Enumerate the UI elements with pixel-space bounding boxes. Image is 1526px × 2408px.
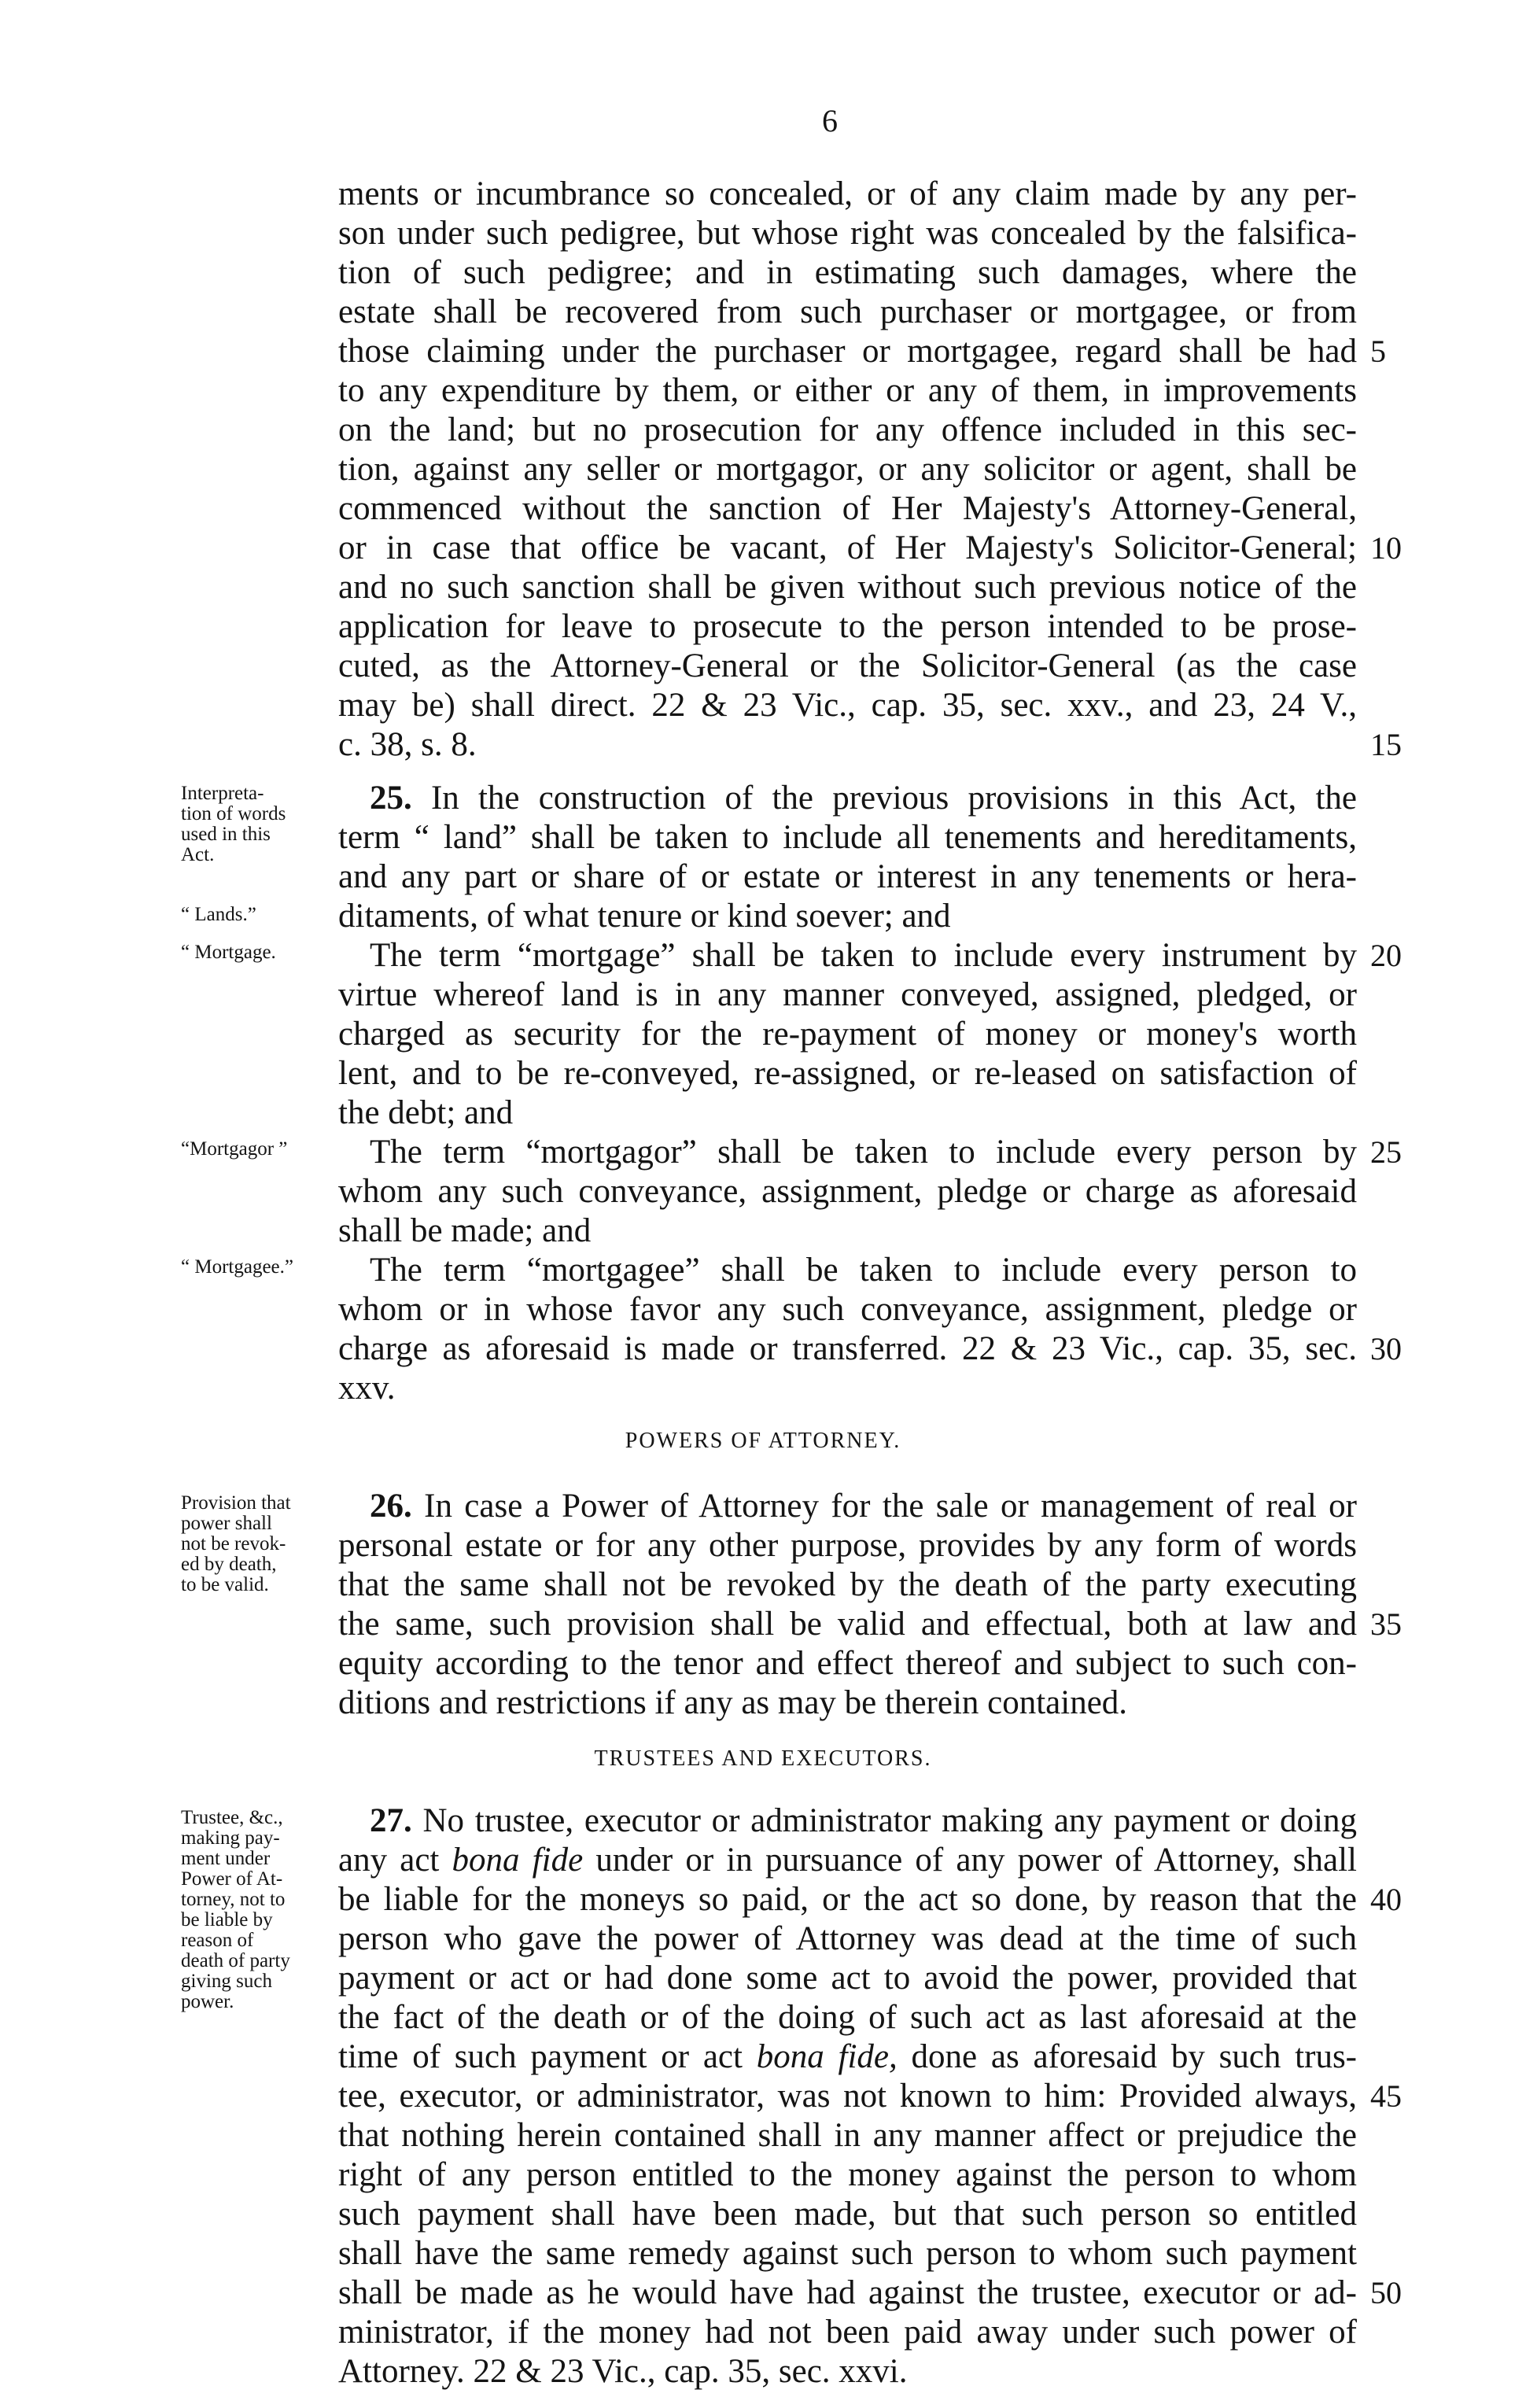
text-line: tion, against any seller or mortgagor, or any solicitor or agent, shall be: [338, 451, 1357, 488]
margin-note-trustee: Trustee, &c., making pay- ment under Power of At- torney, not to be liable by reason of death of party giving such power.: [181, 1807, 290, 2012]
text-line: that nothing herein contained shall in any manner affect or prejudice the: [338, 2117, 1357, 2154]
text-line: tion of such pedigree; and in estimating such damages, where the: [338, 254, 1357, 291]
margin-note-mortgagor: “Mortgagor ”: [181, 1138, 288, 1160]
section-text: No trustee, executor or administrator making any payment or doing: [422, 1802, 1358, 1839]
text-segment: under or in pursuance of any power of Attorney, shall: [595, 1842, 1358, 1879]
margin-note-mortgage: “ Mortgage.: [181, 942, 276, 963]
margin-note-mortgagee: “ Mortgagee.”: [181, 1256, 293, 1278]
section-text: In case a Power of Attorney for the sale or management of real or: [424, 1488, 1358, 1525]
section-number: 27.: [370, 1802, 412, 1839]
page-number: 6: [822, 103, 838, 138]
text-line: charged as security for the re-payment of money or money's worth: [338, 1016, 1357, 1053]
section-number: 26.: [370, 1488, 412, 1525]
text-line: [338, 1841, 1357, 1880]
text-line: The term “mortgagee” shall be taken to include every person to: [370, 1252, 1357, 1289]
line-number: 45: [1370, 2078, 1402, 2114]
text-line: cuted, as the Attorney-General or the Solicitor-General (as the case: [338, 647, 1357, 684]
text-line: [338, 2037, 1357, 2077]
text-line: ditaments, of what tenure or kind soever; and: [338, 898, 951, 935]
text-line: term “ land” shall be taken to include all tenements and hereditaments,: [338, 819, 1357, 856]
text-line: shall have the same remedy against such person to whom such payment: [338, 2235, 1357, 2272]
italic-term: bona fide: [452, 1842, 584, 1879]
line-number: 5: [1370, 334, 1386, 369]
text-line: may be) shall direct. 22 & 23 Vic., cap. 35, sec. xxv., and 23, 24 V.,: [338, 687, 1357, 724]
text-segment: done as aforesaid by such trus-: [911, 2038, 1358, 2075]
text-line: ments or incumbrance so concealed, or of any claim made by any per-: [338, 175, 1357, 212]
text-line: The term “mortgagor” shall be taken to include every person by: [370, 1134, 1357, 1171]
text-segment: time of such payment or act: [338, 2038, 743, 2075]
section-27-first-line: [338, 1801, 1357, 1841]
text-line: charge as aforesaid is made or transferred. 22 & 23 Vic., cap. 35, sec.: [338, 1330, 1357, 1367]
text-line: tee, executor, or administrator, was not known to him: Provided always,: [338, 2078, 1357, 2115]
section-text: In the construction of the previous provisions in this Act, the: [430, 780, 1358, 817]
text-line: Attorney. 22 & 23 Vic., cap. 35, sec. xxvi.: [338, 2353, 908, 2390]
text-line: commenced without the sanction of Her Majesty's Attorney-General,: [338, 490, 1357, 527]
text-line: virtue whereof land is in any manner conveyed, assigned, pledged, or: [338, 976, 1357, 1013]
text-line: payment or act or had done some act to avoid the power, provided that: [338, 1960, 1357, 1997]
margin-note-provision: Provision that power shall not be revok- ed by death, to be valid.: [181, 1492, 291, 1595]
text-line: c. 38, s. 8.: [338, 726, 477, 763]
heading-trustees-and-executors: TRUSTEES AND EXECUTORS.: [594, 1746, 932, 1771]
text-line: whom or in whose favor any such conveyance, assignment, pledge or: [338, 1291, 1357, 1328]
text-line: those claiming under the purchaser or mortgagee, regard shall be had: [338, 333, 1357, 370]
text-line: son under such pedigree, but whose right was concealed by the falsifica-: [338, 215, 1357, 252]
text-line: to any expenditure by them, or either or any of them, in improvements: [338, 372, 1357, 409]
text-line: ministrator, if the money had not been paid away under such power of: [338, 2314, 1357, 2351]
line-number: 20: [1370, 938, 1402, 973]
heading-powers-of-attorney: POWERS OF ATTORNEY.: [625, 1429, 901, 1453]
text-line: ditions and restrictions if any as may be therein contained.: [338, 1684, 1128, 1721]
text-line: shall be made; and: [338, 1212, 592, 1249]
italic-term: bona fide,: [756, 2038, 898, 2075]
text-line: The term “mortgage” shall be taken to include every instrument by: [370, 937, 1357, 974]
text-line: whom any such conveyance, assignment, pledge or charge as aforesaid: [338, 1173, 1357, 1210]
text-line: the fact of the death or of the doing of such act as last aforesaid at the: [338, 1999, 1357, 2036]
line-number: 50: [1370, 2275, 1402, 2310]
text-line: shall be made as he would have had against the trustee, executor or ad-: [338, 2274, 1357, 2311]
line-number: 15: [1370, 727, 1402, 762]
text-line: be liable for the moneys so paid, or the act so done, by reason that the: [338, 1881, 1357, 1918]
line-number: 40: [1370, 1882, 1402, 1917]
line-number: 25: [1370, 1134, 1402, 1170]
text-line: estate shall be recovered from such purchaser or mortgagee, or from: [338, 293, 1357, 330]
text-line: or in case that office be vacant, of Her Majesty's Solicitor-General;: [338, 529, 1357, 566]
text-line: on the land; but no prosecution for any offence included in this sec-: [338, 411, 1357, 448]
text-line: and no such sanction shall be given without such previous notice of the: [338, 569, 1357, 606]
text-line: the same, such provision shall be valid and effectual, both at law and: [338, 1606, 1357, 1643]
section-25-first-line: [338, 779, 1357, 818]
text-line: application for leave to prosecute to the person intended to be prose-: [338, 608, 1357, 645]
margin-note-lands: “ Lands.”: [181, 904, 256, 925]
line-number: 10: [1370, 530, 1402, 566]
text-line: right of any person entitled to the money against the person to whom: [338, 2156, 1357, 2193]
text-line: that the same shall not be revoked by the death of the party executing: [338, 1566, 1357, 1603]
text-line: equity according to the tenor and effect thereof and subject to such con-: [338, 1645, 1357, 1682]
line-number: 35: [1370, 1606, 1402, 1642]
margin-note-interpretation: Interpreta- tion of words used in this Act.: [181, 783, 286, 865]
text-line: the debt; and: [338, 1094, 514, 1131]
section-26-first-line: [338, 1487, 1357, 1526]
text-line: such payment shall have been made, but that such person so entitled: [338, 2196, 1357, 2233]
text-line: lent, and to be re-conveyed, re-assigned, or re-leased on satisfaction of: [338, 1055, 1357, 1092]
text-line: and any part or share of or estate or interest in any tenements or hera-: [338, 858, 1357, 895]
text-line: personal estate or for any other purpose, provides by any form of words: [338, 1527, 1357, 1564]
section-number: 25.: [370, 780, 412, 817]
line-number: 30: [1370, 1331, 1402, 1366]
text-segment: any act: [338, 1842, 440, 1879]
text-line: person who gave the power of Attorney was dead at the time of such: [338, 1920, 1357, 1957]
text-line: xxv.: [338, 1370, 396, 1407]
